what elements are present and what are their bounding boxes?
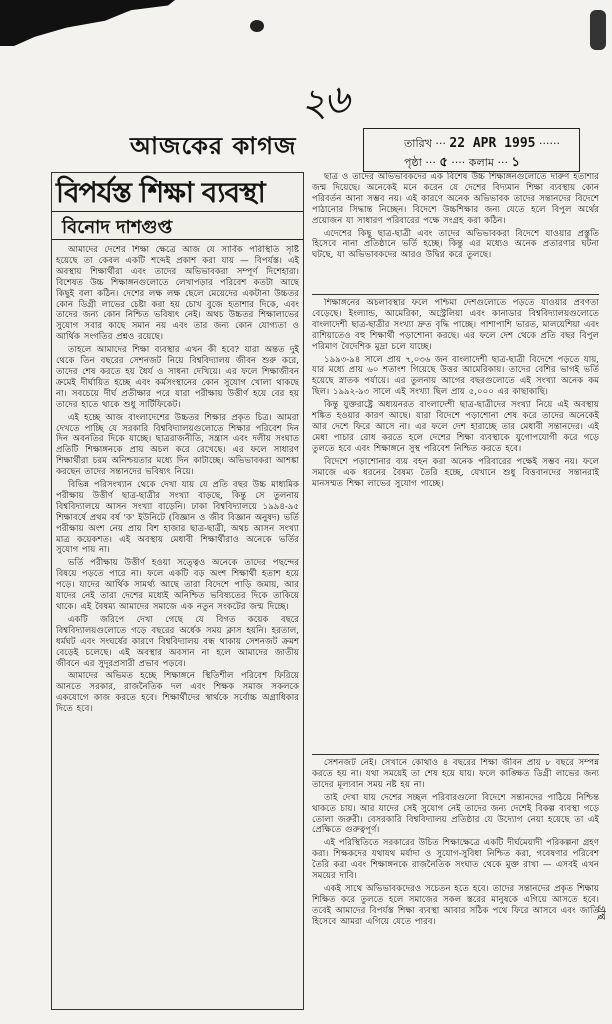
paragraph: এদেশের কিছু ছাত্র-ছাত্রী এবং তাদের অভিভাবকরা বিদেশে যাওয়ার প্রস্তুতি হিসেবে নানা প্রতিষ্ঠানে ভর্তি হচ্ছে। কিন্তু এর মধ্যেও অনেক প্রতারণার ঘটনা ঘটছে, যা অভিভাবকদের আরও উদ্বিগ্ন করে তুলছে। — [312, 228, 599, 261]
article-headline: বিপর্যস্ত শিক্ষা ব্যবস্থা — [56, 176, 265, 209]
paragraph: বিদেশে পড়াশোনার ব্যয় বহন করা অনেক পরিবারের পক্ষেই সম্ভব নয়। ফলে সমাজে এক ধরনের বৈষম্য তৈরি হচ্ছে, যেখানে শুধু বিত্তবানদের সন্তানরাই মানসম্মত শিক্ষা লাভের সুযোগ পাচ্ছে। — [312, 456, 599, 489]
paragraph: আমাদের দেশের শিক্ষা ক্ষেত্রে আজ যে সার্বিক পরিস্থিতি সৃষ্টি হয়েছে তা কেবল একটি শব্দেই প্রকাশ করা যায় — বিপর্যস্ত। এই অবস্থায় শিক্ষার্থীরা এবং তাদের অভিভাবকরা সম্পূর্ণ দিশেহারা। বিশেষত উচ্চ শিক্ষাঙ্গনগুলোতে লেখাপড়ার পরিবেশ কতটা আছে কিছুই বলা কঠিন। দেশের লক্ষ লক্ষ ছেলে মেয়েদের একটানা উচ্চতর কোন ডিগ্রী লাভের চেষ্টা করা হয় চোখ বুজে হতাশার দিকে, এবং তাদের জন্য কোন নিশ্চিত ভবিষ্যৎ নেই। অথচ উচ্চতর শিক্ষালাভের সুযোগ সবার কাছে সমান নয় এবং তার জন্য কোন যোগ্যতা ও আর্থিক সংগতির প্রশ্নও রয়েছে। — [56, 245, 299, 343]
newspaper-masthead: আজকের কাগজ — [130, 132, 297, 160]
paragraph: আমাদের অভিমত হচ্ছে শিক্ষাঙ্গনে স্থিতিশীল পরিবেশ ফিরিয়ে আনতে সরকার, রাজনৈতিক দল এবং শিক্ষক সমাজ সকলকে একযোগে কাজ করতে হবে। শিক্ষার্থীদের স্বার্থকে সর্বোচ্চ অগ্রাধিকার দিতে হবে। — [56, 671, 299, 715]
scan-edge-mark — [590, 10, 606, 50]
clipping-date-box — [363, 128, 580, 172]
right-middle-text — [312, 298, 599, 750]
margin-handwritten-note: গ্রন্থ — [595, 905, 608, 920]
paragraph: শিক্ষাঙ্গনের অচলাবস্থার ফলে পশ্চিমা দেশগুলোতে পড়তে যাওয়ার প্রবণতা বেড়েছে। ইংল্যান্ড, আমেরিকা, অস্ট্রেলিয়া এবং কানাডার বিশ্ববিদ্যালয়গুলোতে বাংলাদেশী ছাত্র-ছাত্রীর সংখ্যা দ্রুত বৃদ্ধি পাচ্ছে। পাশাপাশি ভারত, মালয়েশিয়া এবং রাশিয়াতেও বহু শিক্ষার্থী পড়াশোনা করছে। এর ফলে দেশ থেকে প্রতি বছর বিপুল পরিমাণ বৈদেশিক মুদ্রা চলে যাচ্ছে। — [312, 298, 599, 352]
paragraph: কিন্তু যুক্তরাষ্ট্রে অধ্যয়নরত বাংলাদেশী ছাত্র-ছাত্রীদের সংখ্যা নিয়ে এই অবস্থায় শঙ্কিত হওয়ার কারণ আছে। যারা বিদেশে পড়াশোনা শেষ করে তাদের অনেকেই আর দেশে ফিরে আসে না। এর ফলে দেশ হারাচ্ছে তার মেধাবী সন্তানদের। এই মেধা পাচার রোধ করতে হলে দেশের শিক্ষা ব্যবস্থাকে যুগোপযোগী করে গড়ে তুলতে হবে এবং শিক্ষাঙ্গনে সুস্থ পরিবেশ নিশ্চিত করতে হবে। — [312, 400, 599, 454]
paragraph: ভর্তি পরীক্ষায় উত্তীর্ণ হওয়া সত্ত্বেও অনেকে তাদের পছন্দের বিষয়ে পড়তে পারে না। ফলে একটি বড় অংশ শিক্ষার্থী হতাশ হয়ে পড়ে। যাদের আর্থিক সামর্থ্য আছে তারা বিদেশে পাড়ি জমায়, আর যাদের নেই তারা দেশের মধ্যেই অনিশ্চিত ভবিষ্যতের দিকে তাকিয়ে থাকে। এই বৈষম্য আমাদের সমাজে এক নতুন সংকটের জন্ম দিচ্ছে। — [56, 558, 299, 612]
column-separator — [312, 754, 599, 755]
paragraph: এই হচ্ছে আজ বাংলাদেশের উচ্চতর শিক্ষার প্রকৃত চিত্র। আমরা দেখতে পাচ্ছি যে সরকারি বিশ্ববিদ্যালয়গুলোতে শিক্ষার পরিবেশ দিন দিন অবনতির দিকে যাচ্ছে। ছাত্ররাজনীতি, সন্ত্রাস এবং দলীয় সংঘাত প্রতিটি শিক্ষাঙ্গনকে প্রায় অচল করে রেখেছে। এর ফলে সাধারণ শিক্ষার্থীরা চরম অনিশ্চয়তার মধ্যে দিন কাটাচ্ছে। অভিভাবকরা আশঙ্কা করছেন তাদের সন্তানদের ভবিষ্যৎ নিয়ে। — [56, 412, 299, 478]
handwritten-page-number: ২৬ — [296, 75, 351, 129]
byline-rule — [52, 239, 303, 240]
page-label: পৃষ্ঠা — [404, 156, 422, 169]
date-value: 22 APR 1995 — [449, 136, 536, 151]
article-byline: বিনোদ দাশগুপ্ত — [62, 217, 173, 238]
page-column-row: পৃষ্ঠা ··· ৫ ···· কলাম ··· ১ — [404, 155, 520, 170]
paragraph: তাহলে আমাদের শিক্ষা ব্যবস্থার এখন কী হবে? যারা অন্তত দুই থেকে তিন বছরের সেশনজট নিয়ে বিশ্ববিদ্যালয় জীবন শুরু করে, তাদের শেষ করতে হয় ধৈর্য ও সাধনা দেখিয়ে। এর ফলে শিক্ষাজীবন ক্রমেই দীর্ঘায়িত হচ্ছে এবং কর্মসংস্থানের কোন সুযোগ খোলা থাকছে না। সবচেয়ে দীর্ঘ প্রতীক্ষার পরে যারা পরীক্ষায় উত্তীর্ণ হয়ে বের হয় তাদের হাতে থাকে শুধু সার্টিফিকেট। — [56, 345, 299, 410]
page-value: ৫ — [439, 155, 448, 170]
paragraph: একটি জরিপে দেখা গেছে যে বিগত কয়েক বছরে বিশ্ববিদ্যালয়গুলোতে গড়ে বছরের অর্ধেক সময় ক্লাস হয়নি। হরতাল, ধর্মঘট এবং সংঘর্ষের কারণে বিশ্ববিদ্যালয় বন্ধ থাকায় সেশনজট ক্রমশ বেড়েই চলেছে। এই অবস্থার অবসান না হলে আমাদের জাতীয় জীবনে এর সুদূরপ্রসারী প্রভাব পড়বে। — [56, 614, 299, 669]
paragraph: তাই দেখা যায় দেশের সচ্ছল পরিবারগুলো বিদেশে সন্তানদের পাঠিয়ে নিশ্চিন্ত থাকতে চায়। আর যাদের সেই সুযোগ নেই তাদের জন্য দেশেই বিকল্প ব্যবস্থা গড়ে তোলা জরুরী। বেসরকারি বিশ্ববিদ্যালয় প্রতিষ্ঠার যে উদ্যোগ নেয়া হয়েছে তা এই প্রেক্ষিতে গুরুত্বপূর্ণ। — [312, 792, 599, 836]
paragraph: ছাত্র ও তাদের অভিভাবকদের এক বিশেষ উচ্চ শিক্ষাঙ্গনগুলোতে দারুণ হতাশার জন্ম দিয়েছে। অনেকেই মনে করেন যে দেশের বিদ্যমান শিক্ষা ব্যবস্থায় কোন পরিবর্তন আনা সম্ভব নয়। এই কারণে অনেক অভিভাবক তাদের সন্তানদের বিদেশে পাঠানোর সিদ্ধান্ত নিচ্ছেন। বিদেশে উচ্চশিক্ষার জন্য যেতে হলে বিপুল অর্থের প্রয়োজন যা সাধারণ পরিবারের পক্ষে সংগ্রহ করা কঠিন। — [312, 172, 599, 226]
left-body-text — [56, 245, 299, 1005]
column-value: ১ — [511, 155, 520, 170]
right-top-text — [312, 172, 599, 290]
paragraph: এই পরিস্থিতিতে সরকারের উচিত শিক্ষাক্ষেত্রে একটি দীর্ঘমেয়াদী পরিকল্পনা গ্রহণ করা। শিক্ষকদের যথাযথ মর্যাদা ও সুযোগ-সুবিধা নিশ্চিত করা, গবেষণার পরিবেশ তৈরি করা এবং শিক্ষাঙ্গনকে রাজনৈতিক সংঘাত থেকে মুক্ত রাখা — এসবই এখন সময়ের দাবি। — [312, 838, 599, 882]
date-label: তারিখ — [404, 137, 432, 150]
scan-ink-blot — [0, 0, 175, 46]
column-separator — [312, 294, 599, 295]
paragraph: ১৯৯৩-৯৪ সালে প্রায় ৭,০৩৬ জন বাংলাদেশী ছাত্র-ছাত্রী বিদেশে পড়তে যায়, যার মধ্যে প্রায় ৬০ শতাংশ গিয়েছে উত্তর আমেরিকায়। তাদের বেশির ভাগই ভর্তি হয়েছে স্নাতক পর্যায়ে। এর তুলনায় আগের বছরগুলোতে এই সংখ্যা অনেক কম ছিল। ১৯৯২-৯৩ সালে এই সংখ্যা ছিল প্রায় ৫,০০০ এর কাছাকাছি। — [312, 354, 599, 398]
paragraph: একই সাথে অভিভাবকদেরও সচেতন হতে হবে। তাদের সন্তানদের প্রকৃত শিক্ষায় শিক্ষিত করে তুলতে হলে সমাজের সকল স্তরের মানুষকে এগিয়ে আসতে হবে। তবেই আমাদের বিপর্যস্ত শিক্ষা ব্যবস্থা আবার সঠিক পথে ফিরে আসবে এবং জাতি হিসেবে আমরা এগিয়ে যেতে পারব। — [312, 883, 599, 927]
article-right-column — [312, 172, 599, 1008]
date-row: তারিখ ··· 22 APR 1995 ······ — [404, 136, 560, 151]
scan-ink-spot — [250, 20, 264, 32]
paragraph: সেশনজট নেই। সেখানে কোথাও ৪ বছরের শিক্ষা জীবন প্রায় ৮ বছরে সম্পন্ন করতে হয় না। যথা সময়েই তা শেষ হয়ে যায়। ফলে কাঙ্ক্ষিত ডিগ্রী লাভের জন্য তাদের মূল্যবান সময় নষ্ট হয় না। — [312, 758, 599, 790]
paragraph: বিভিন্ন পরিসংখ্যান থেকে দেখা যায় যে প্রতি বছর উচ্চ মাধ্যমিক পরীক্ষায় উত্তীর্ণ ছাত্র-ছাত্রীর সংখ্যা বাড়ছে, কিন্তু সে তুলনায় বিশ্ববিদ্যালয়ে আসন সংখ্যা বাড়েনি। ঢাকা বিশ্ববিদ্যালয়ে ১৯৯৪-৯৫ শিক্ষাবর্ষে প্রথম বর্ষ 'ক' ইউনিটে (বিজ্ঞান ও জীব বিজ্ঞান অনুষদ) ভর্তি পরীক্ষায় অংশ নেয় প্রায় বিশ হাজার ছাত্র-ছাত্রী, অথচ আসন সংখ্যা মাত্র কয়েকশত। এই অবস্থায় মেধাবী শিক্ষার্থীরাও অনেকে ভর্তির সুযোগ পায় না। — [56, 480, 299, 556]
column-label: কলাম — [468, 156, 494, 169]
article-left-column — [51, 172, 304, 1010]
right-bottom-text — [312, 758, 599, 1006]
headline-rule — [52, 211, 303, 212]
